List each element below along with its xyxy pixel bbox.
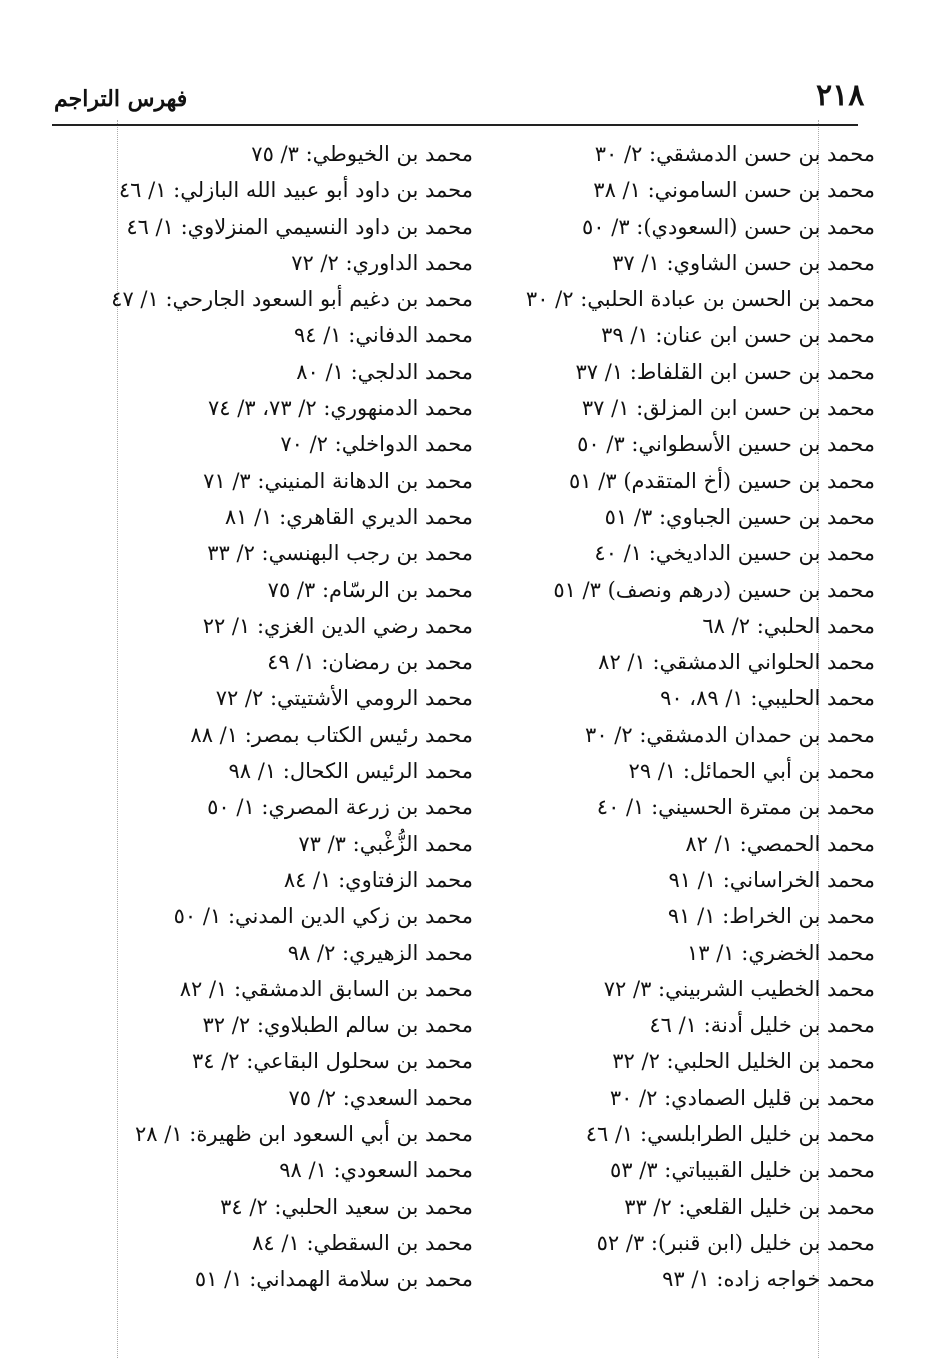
index-entry: محمد رضي الدين الغزي: ١/ ٢٢ xyxy=(202,613,473,638)
index-entry: محمد بن الحسن بن عبادة الحلبي: ٢/ ٣٠ xyxy=(525,287,875,312)
index-entry: محمد بن سالم الطبلاوي: ٢/ ٣٢ xyxy=(202,1013,473,1038)
index-entry: محمد الحلواني الدمشقي: ١/ ٨٢ xyxy=(598,650,875,675)
index-entry: محمد بن السقطي: ١/ ٨٤ xyxy=(252,1230,473,1255)
index-entry: محمد بن ممترة الحسيني: ١/ ٤٠ xyxy=(596,795,875,820)
index-entry: محمد بن الرسّام: ٣/ ٧٥ xyxy=(267,577,473,602)
index-entry: محمد الديري القاهري: ١/ ٨١ xyxy=(224,504,473,529)
index-entry: محمد بن داود أبو عبيد الله البازلي: ١/ ٤٦ xyxy=(118,178,473,203)
index-entry: محمد بن حسين الداديخي: ١/ ٤٠ xyxy=(594,541,875,566)
index-entry: محمد بن الخراط: ١/ ٩١ xyxy=(667,904,875,929)
index-entry: محمد بن حسين (درهم ونصف) ٣/ ٥١ xyxy=(553,577,875,602)
index-entry: محمد بن حمدان الدمشقي: ٢/ ٣٠ xyxy=(585,722,875,747)
index-entry: محمد بن حسن ابن القلفاط: ١/ ٣٧ xyxy=(575,359,875,384)
index-entry: محمد بن دغيم أبو السعود الجارحي: ١/ ٤٧ xyxy=(111,287,473,312)
index-entry: محمد بن حسن ابن المزلق: ١/ ٣٧ xyxy=(581,396,875,421)
index-entry: محمد بن خليل (ابن قنبر): ٣/ ٥٢ xyxy=(596,1230,875,1255)
index-entry: محمد الخضري: ١/ ١٣ xyxy=(686,940,875,965)
index-entry: محمد الحليبي: ١/ ٨٩، ٩٠ xyxy=(660,686,875,711)
index-entry: محمد بن قليل الصمادي: ٢/ ٣٠ xyxy=(609,1085,875,1110)
index-entry: محمد بن حسين الجباوي: ٣/ ٥١ xyxy=(604,504,875,529)
index-entry: محمد بن حسن الساموني: ١/ ٣٨ xyxy=(593,178,875,203)
right-column xyxy=(475,136,875,1298)
index-entry: محمد الزفتاوي: ١/ ٨٤ xyxy=(283,867,473,892)
index-entry: محمد الرئيس الكحال: ١/ ٩٨ xyxy=(228,759,473,784)
index-entry: محمد بن رجب البهنسي: ٢/ ٣٣ xyxy=(207,541,473,566)
index-entry: محمد الخطيب الشربيني: ٣/ ٧٢ xyxy=(603,976,875,1001)
index-entry: محمد بن حسين الأسطواني: ٣/ ٥٠ xyxy=(577,432,875,457)
index-entry: محمد الزُّغْبي: ٣/ ٧٣ xyxy=(298,831,473,856)
index-entry: محمد الدواخلي: ٢/ ٧٠ xyxy=(280,432,473,457)
index-entry: محمد بن أبي الحمائل: ١/ ٢٩ xyxy=(628,759,875,784)
index-entry: محمد رئيس الكتاب بمصر: ١/ ٨٨ xyxy=(190,722,473,747)
index-entry: محمد الخراساني: ١/ ٩١ xyxy=(668,867,875,892)
index-entry: محمد بن خليل القبيباتي: ٣/ ٥٣ xyxy=(610,1158,875,1183)
left-column xyxy=(73,136,473,1298)
index-entry: محمد الداوري: ٢/ ٧٢ xyxy=(291,250,473,275)
index-entry: محمد بن سحلول البقاعي: ٢/ ٣٤ xyxy=(191,1049,473,1074)
running-title: فهرس التراجم xyxy=(54,86,188,112)
index-entry: محمد بن أبي السعود ابن ظهيرة: ١/ ٢٨ xyxy=(135,1122,473,1147)
page-number: ٢١٨ xyxy=(816,78,865,113)
index-entry: محمد خواجه زاده: ١/ ٩٣ xyxy=(662,1267,875,1292)
index-entry: محمد بن حسن الدمشقي: ٢/ ٣٠ xyxy=(594,142,875,166)
index-entry: محمد بن سعيد الحلبي: ٢/ ٣٤ xyxy=(220,1194,473,1219)
index-entry: محمد بن سلامة الهمداني: ١/ ٥١ xyxy=(194,1267,473,1292)
index-entry: محمد بن زرعة المصري: ١/ ٥٠ xyxy=(207,795,473,820)
index-entry: محمد بن الخليل الحلبي: ٢/ ٣٢ xyxy=(612,1049,875,1074)
index-entry: محمد بن حسن الشاوي: ١/ ٣٧ xyxy=(612,250,875,275)
index-entry: محمد الدمنهوري: ٢/ ٧٣، ٣/ ٧٤ xyxy=(207,396,473,421)
index-entry: محمد الحلبي: ٢/ ٦٨ xyxy=(702,613,875,638)
index-entry: محمد بن زكي الدين المدني: ١/ ٥٠ xyxy=(173,904,473,929)
index-entry: محمد بن حسن (السعودي): ٣/ ٥٠ xyxy=(581,214,875,239)
index-entry: محمد بن خليل الطرابلسي: ١/ ٤٦ xyxy=(585,1122,875,1147)
index-entry: محمد الرومي الأشتيتي: ٢/ ٧٢ xyxy=(215,686,473,711)
index-entry: محمد بن رمضان: ١/ ٤٩ xyxy=(267,650,473,675)
index-entry: محمد السعودي: ١/ ٩٨ xyxy=(279,1158,473,1183)
index-entry: محمد بن الدهانة المنيني: ٣/ ٧١ xyxy=(203,468,473,493)
index-entry: محمد الدفاني: ١/ ٩٤ xyxy=(293,323,473,348)
index-entry: محمد بن حسن ابن عنان: ١/ ٣٩ xyxy=(601,323,875,348)
index-entry: محمد بن السابق الدمشقي: ١/ ٨٢ xyxy=(179,976,473,1001)
index-entry: محمد السعدي: ٢/ ٧٥ xyxy=(288,1085,473,1110)
index-entry: محمد بن داود النسيمي المنزلاوي: ١/ ٤٦ xyxy=(126,214,473,239)
index-entry: محمد بن خليل أدنة: ١/ ٤٦ xyxy=(649,1013,875,1038)
index-entry: محمد الدلجي: ١/ ٨٠ xyxy=(296,359,473,384)
index-entry: محمد بن الخيوطي: ٣/ ٧٥ xyxy=(251,142,473,166)
index-entry: محمد الزهيري: ٢/ ٩٨ xyxy=(287,940,473,965)
header-rule xyxy=(52,124,858,126)
index-entry: محمد بن حسين (أخ المتقدم) ٣/ ٥١ xyxy=(569,468,875,493)
index-entry: محمد الحمصي: ١/ ٨٢ xyxy=(685,831,875,856)
index-entry: محمد بن خليل القلعي: ٢/ ٣٣ xyxy=(624,1194,875,1219)
